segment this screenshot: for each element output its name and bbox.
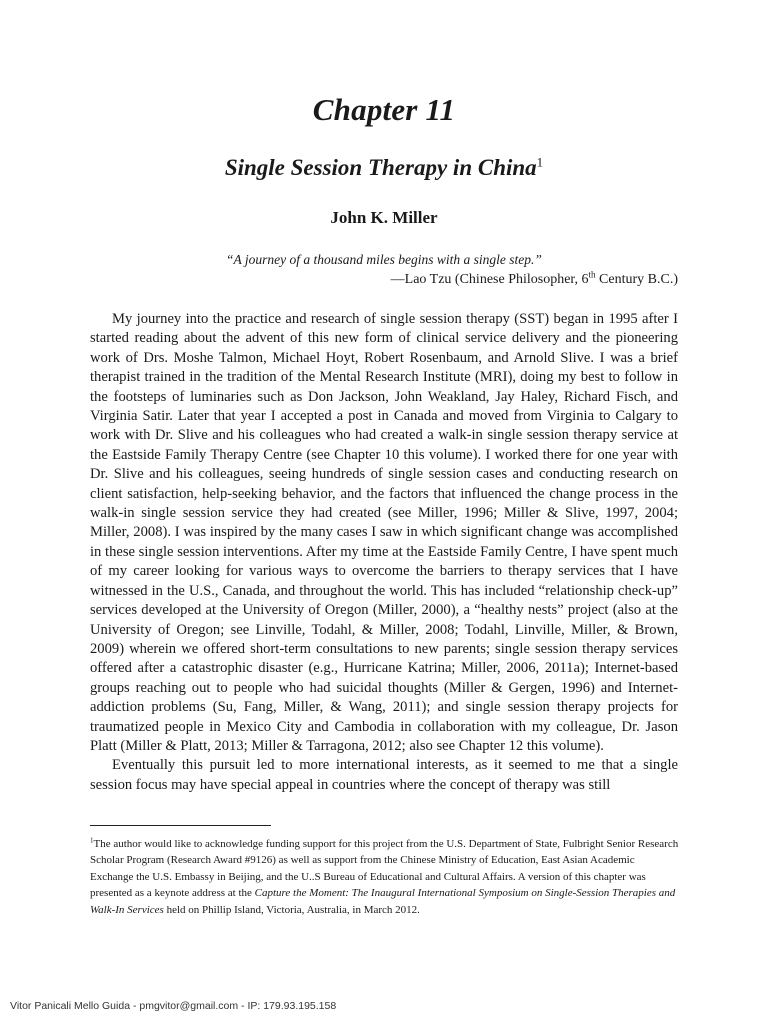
footnote-divider <box>90 825 271 826</box>
footnote-text-1: The author would like to acknowledge funding support for this project from the U.S. Department of State, Fulbright Senior Research Scholar Program (Research Award #9126) as well as support from the Chinese Ministry of Education, East Asian Academic Exchange the U.S. Embassy in Beijing, and the U..S Bureau of Educational and Cultural Affairs. A version of this chapter was presented as a keynote address at the <box>90 838 679 900</box>
subtitle-footnote-marker: 1 <box>536 154 544 170</box>
epigraph-attribution-sup: th <box>588 269 596 280</box>
footnote <box>90 836 680 918</box>
chapter-subtitle-text: Single Session Therapy in China <box>224 155 537 180</box>
body-paragraph: Eventually this pursuit led to more international interests, as it seemed to me that a single session focus may have special appeal in countries where the concept of therapy was still <box>90 757 678 793</box>
epigraph-attribution <box>390 269 678 288</box>
download-watermark: Vitor Panicali Mello Guida - pmgvitor@gmail.com - IP: 179.93.195.158 <box>10 1000 337 1012</box>
author-name: John K. Miller <box>330 208 438 227</box>
chapter-subtitle <box>0 155 768 181</box>
footnote-italic-title: Capture the Moment: The Inaugural International Symposium on Single-Session Therapies and Walk-In Services <box>90 887 676 916</box>
footnote-text-2: held on Phillip Island, Victoria, Australia, in March 2012. <box>163 903 420 916</box>
body-paragraph: My journey into the practice and research of single session therapy (SST) began in 1995 after I started reading about the advent of this new form of clinical service delivery and the pioneering work of Drs. Moshe Talmon, Michael Hoyt, Robert Rosenbaum, and Arnold Slive. I was a brief therapist trained in the tradition of the Mental Research Institute (MRI), doing my best to follow in the footsteps of luminaries such as Don Jackson, John Weakland, Jay Haley, Richard Fisch, and Virginia Satir. Later that year I accepted a post in Canada and moved from Virginia to Calgary to work with Dr. Slive and his colleagues who had created a walk-in single session therapy service at the Eastside Family Therapy Centre (see Chapter 10 this volume). I worked there for one year with Dr. Slive and his colleagues, seeing hundreds of single session cases and conducting research on client satisfaction, help-seeking behavior, and the factors that influenced the change process in the walk-in single session service they had created (see Miller, 1996; Miller & Slive, 1997, 2004; Miller, 2008). I was inspired by the many cases I saw in which significant change was accomplished in these single session interventions. After my time at the Eastside Family Centre, I have spent much of my career looking for various ways to overcome the barriers to therapy services that I have witnessed in the U.S., Canada, and throughout the world. This has included “relationship check-up” services developed at the University of Oregon (Miller, 2000), a “healthy nests” project (also at the University of Oregon; see Linville, Todahl, & Miller, 2008; Todahl, Linville, Miller, & Brown, 2009) wherein we offered short-term consultations to new parents; single session therapy services offered after a catastrophic disaster (e.g., Hurricane Katrina; Miller, 2006, 2011a); Internet-based groups reaching out to people who had suicidal thoughts (Miller & Gergen, 1996) and Internet-addiction problems (Su, Fang, Miller, & Wang, 2011); and single session therapy projects for traumatized people in Mexico City and Cambodia in collaboration with my colleague, Dr. Jason Platt (Miller & Platt, 2013; Miller & Tarragona, 2012; also see Chapter 12 this volume). <box>90 311 678 754</box>
chapter-title: Chapter 11 <box>312 92 456 127</box>
epigraph-attribution-suffix: Century B.C.) <box>595 272 678 287</box>
epigraph-attribution-prefix: —Lao Tzu (Chinese Philosopher, 6 <box>390 272 589 287</box>
body-text <box>90 310 678 795</box>
footnote-marker: 1 <box>90 836 94 845</box>
epigraph-quote: “A journey of a thousand miles begins with a single step.” <box>226 252 542 267</box>
